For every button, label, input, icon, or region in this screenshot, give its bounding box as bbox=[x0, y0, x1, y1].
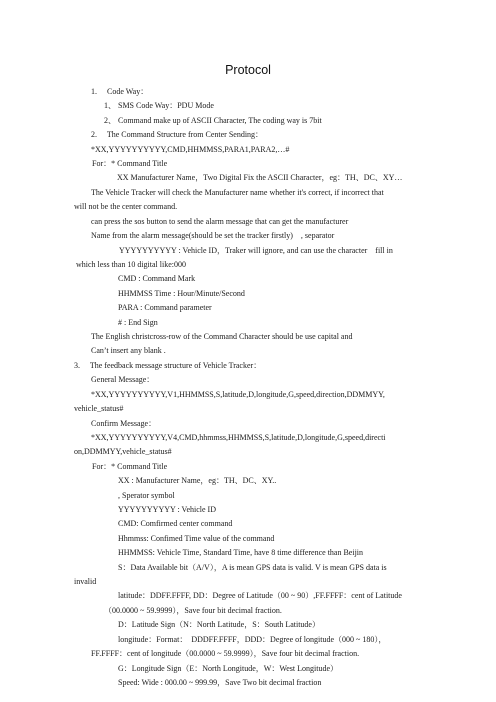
text-line: D：Latitude Sign（N：North Latitude，S：South Latitude） bbox=[118, 620, 320, 629]
text-line: , Sperator symbol bbox=[118, 491, 175, 500]
text-line: *XX,YYYYYYYYYY,CMD,HHMMSS,PARA1,PARA2,…# bbox=[91, 145, 290, 154]
text-line: vehicle_status# bbox=[74, 404, 124, 413]
text-line: 1、 SMS Code Way：PDU Mode bbox=[104, 101, 214, 110]
text-line: For：* Command Title bbox=[92, 462, 168, 471]
text-line: *XX,YYYYYYYYYY,V4,CMD,hhmmss,HHMMSS,S,latitude,D,longitude,G,speed,directi bbox=[91, 433, 386, 442]
text-line: CMD: Comfirmed center command bbox=[118, 519, 233, 528]
text-line: will not be the center command. bbox=[74, 202, 178, 211]
page-title: Protocol bbox=[225, 63, 271, 77]
text-line: PARA : Command parameter bbox=[118, 303, 212, 312]
text-line: Speed: Wide : 000.00 ~ 999.99，Save Two bit decimal fraction bbox=[118, 678, 322, 687]
text-line: HHMMSS: Vehicle Time, Standard Time, have 8 time difference than Beijin bbox=[118, 548, 364, 557]
text-line: YYYYYYYYYY : Vehicle ID，Traker will ignore, and can use the character fill in bbox=[119, 246, 393, 255]
text-line: on,DDMMYY,vehicle_status# bbox=[74, 447, 172, 456]
text-line: latitude：DDFF.FFFF, DD：Degree of Latitude（00 ~ 90）,FF.FFFF：cent of Latitude bbox=[118, 591, 402, 600]
text-line: （00.0000 ~ 59.9999），Save four bit decimal fraction. bbox=[104, 606, 282, 615]
text-line: Can’t insert any blank . bbox=[91, 346, 166, 355]
text-line: 2. The Command Structure from Center Sending： bbox=[91, 130, 264, 139]
text-line: Confirm Message： bbox=[91, 419, 157, 428]
text-line: HHMMSS Time : Hour/Minute/Second bbox=[118, 289, 245, 298]
text-line: 3. The feedback message structure of Vehicle Tracker： bbox=[74, 361, 262, 370]
text-line: # : End Sign bbox=[118, 318, 158, 327]
text-line: CMD : Command Mark bbox=[118, 274, 196, 283]
text-line: Hhmmss: Confimed Time value of the command bbox=[118, 534, 275, 543]
text-line: Name from the alarm message(should be set the tracker firstly) , separator bbox=[91, 231, 335, 240]
text-line: 2、 Command make up of ASCII Character, The coding way is 7bit bbox=[104, 116, 322, 125]
text-line: XX Manufacturer Name，Two Digital Fix the ASCII Character，eg：TH、DC、XY… bbox=[117, 173, 403, 182]
text-line: which less than 10 digital like:000 bbox=[76, 260, 186, 269]
text-line: YYYYYYYYYY : Vehicle ID bbox=[118, 505, 216, 514]
text-line: General Message： bbox=[91, 375, 155, 384]
text-line: XX : Manufacturer Name，eg：TH、DC、XY.. bbox=[118, 476, 277, 485]
text-line: The Vehicle Tracker will check the Manufacturer name whether it's correct, if incorrect that bbox=[91, 188, 384, 197]
text-line: 1. Code Way： bbox=[91, 87, 149, 96]
text-line: longitude：Format： DDDFF.FFFF，DDD：Degree of longitude（000 ~ 180）， bbox=[118, 635, 387, 644]
text-line: *XX,YYYYYYYYYY,V1,HHMMSS,S,latitude,D,longitude,G,speed,direction,DDMMYY, bbox=[91, 390, 385, 399]
text-line: FF.FFFF：cent of longitude（00.0000 ~ 59.9999），Save four bit decimal fraction. bbox=[91, 649, 360, 658]
text-line: can press the sos button to send the alarm message that can get the manufacturer bbox=[91, 217, 349, 226]
text-line: The English christcross-row of the Command Character should be use capital and bbox=[91, 332, 353, 341]
text-line: G：Longitude Sign（E：North Longitude，W：West Longitude） bbox=[118, 664, 338, 673]
text-line: S：Data Available bit（A/V），A is mean GPS data is valid. V is mean GPS data is bbox=[118, 563, 387, 572]
text-line: invalid bbox=[74, 577, 97, 586]
text-line: For：* Command Title bbox=[92, 159, 168, 168]
